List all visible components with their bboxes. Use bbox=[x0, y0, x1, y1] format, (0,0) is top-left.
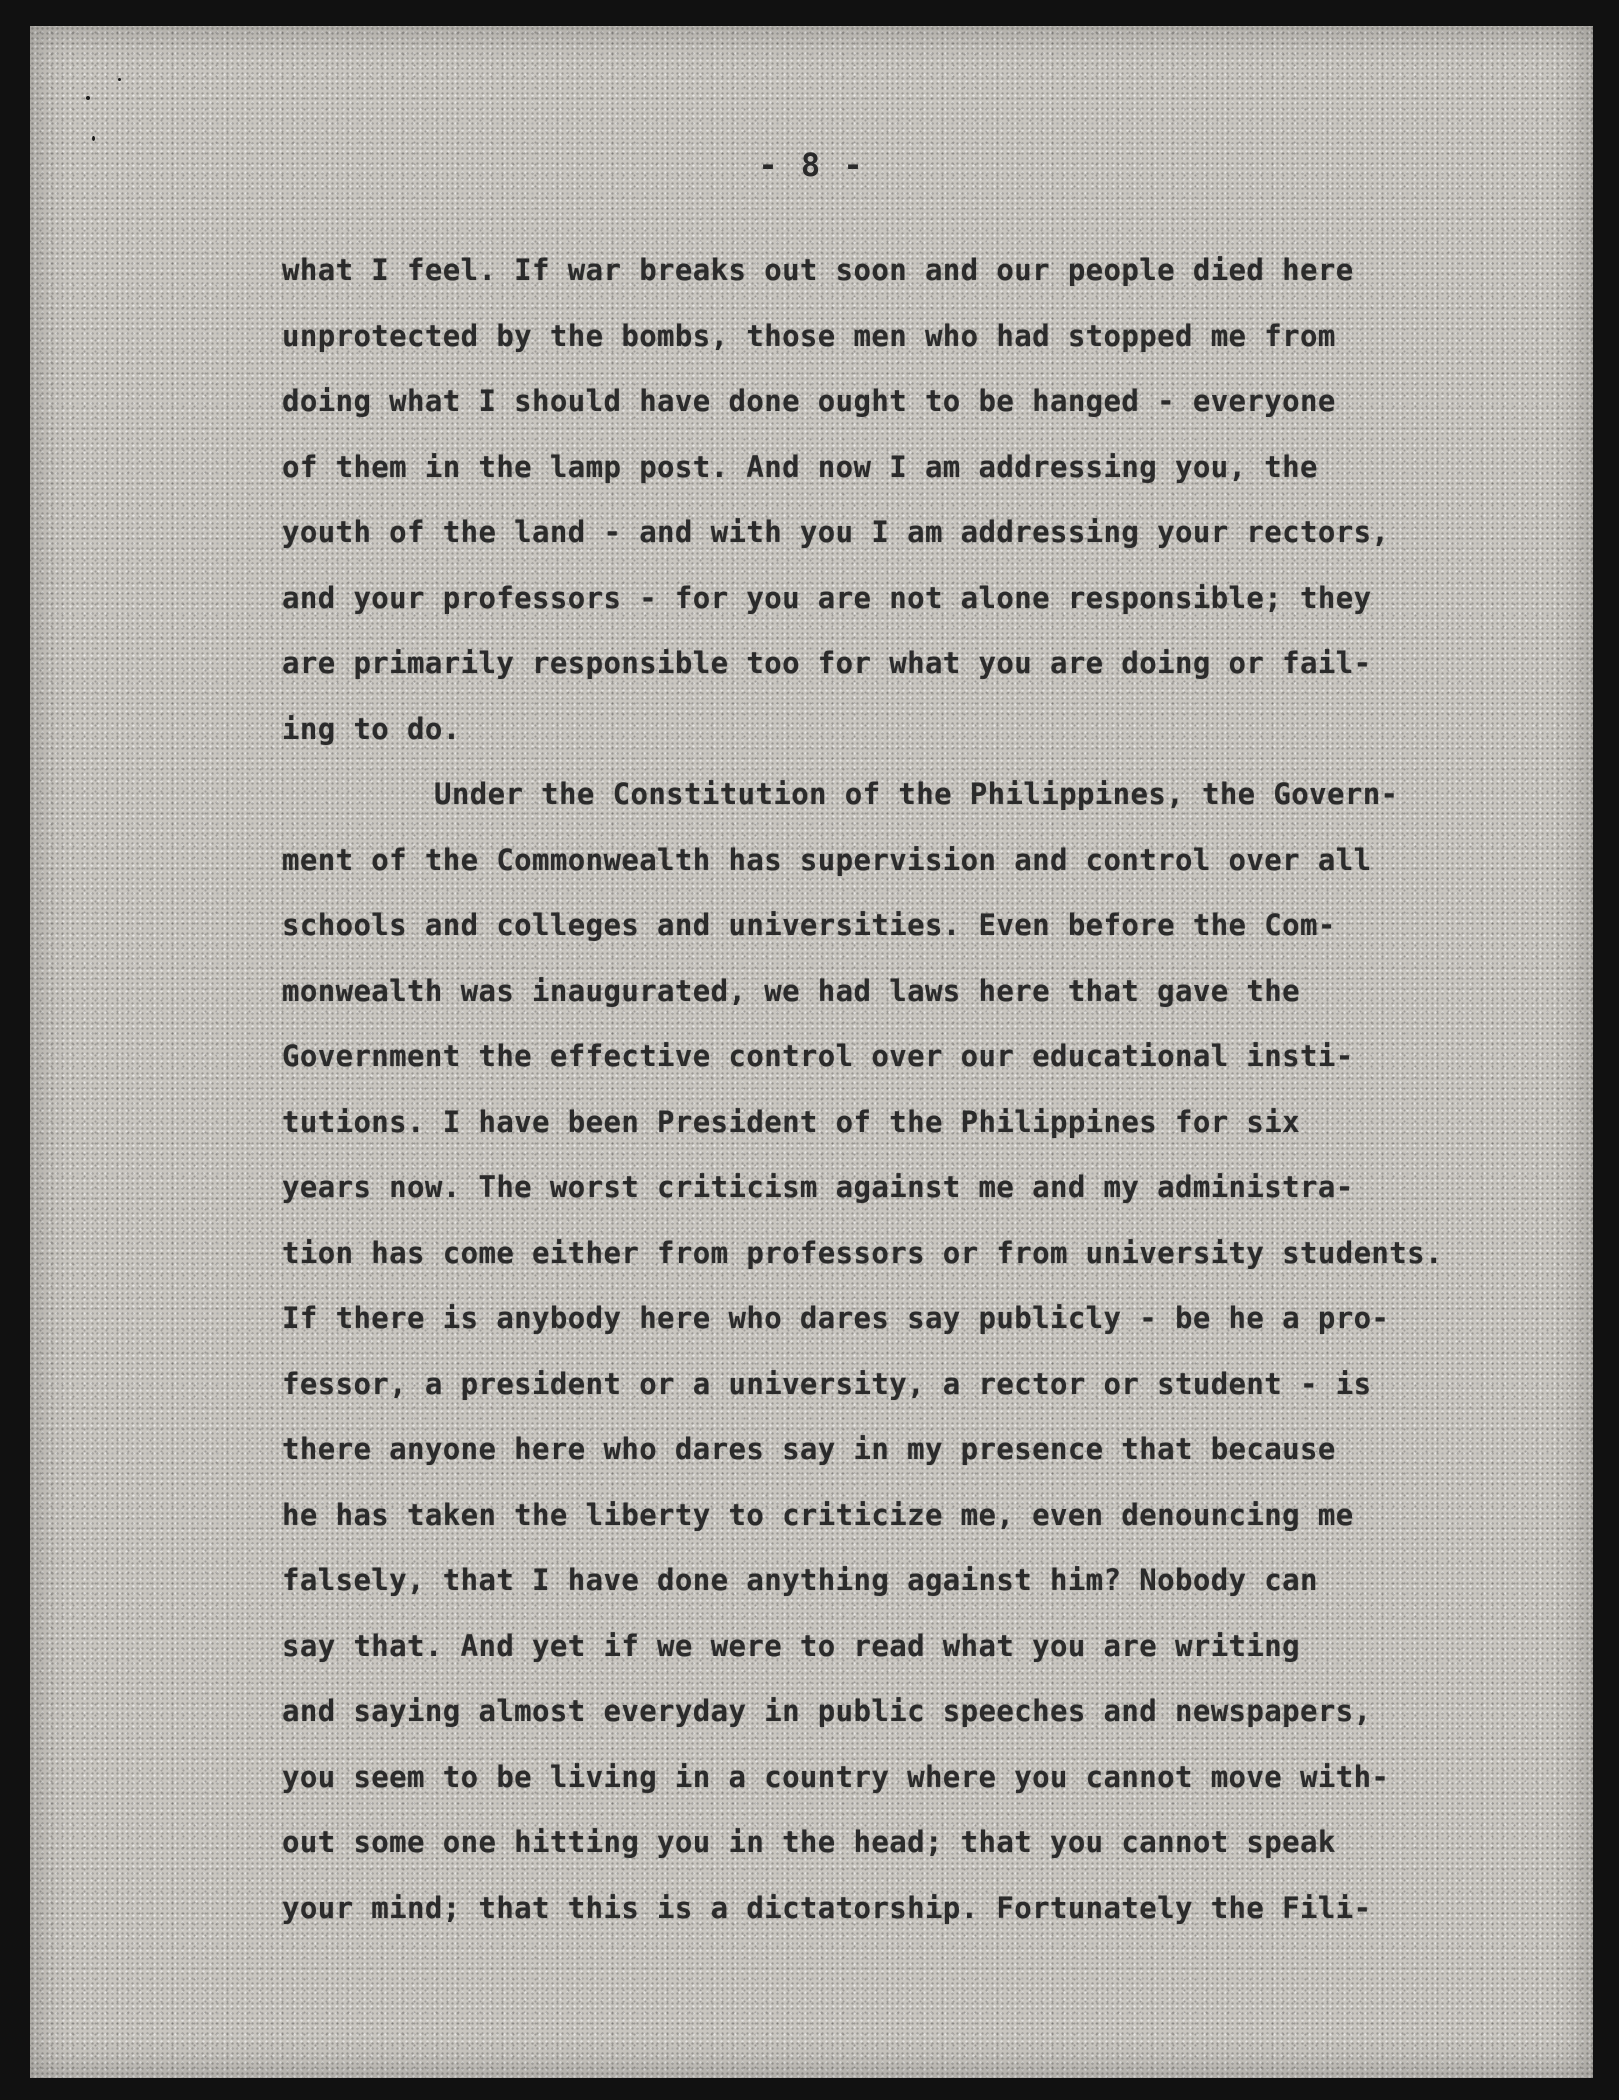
text-line: If there is anybody here who dares say publicly - be he a pro- bbox=[282, 1301, 1390, 1335]
ink-speck bbox=[118, 78, 121, 81]
document-page bbox=[30, 26, 1593, 2078]
text-line: out some one hitting you in the head; that you cannot speak bbox=[282, 1825, 1336, 1859]
text-line: fessor, a president or a university, a rector or student - is bbox=[282, 1366, 1372, 1401]
text-line: monwealth was inaugurated, we had laws here that gave the bbox=[282, 973, 1300, 1008]
text-line: years now. The worst criticism against me and my administra- bbox=[282, 1170, 1354, 1204]
text-line: of them in the lamp post. And now I am addressing you, the bbox=[282, 449, 1318, 484]
text-line: what I feel. If war breaks out soon and our people died here bbox=[282, 253, 1354, 287]
ink-speck bbox=[92, 136, 95, 141]
text-line: say that. And yet if we were to read what you are writing bbox=[282, 1628, 1300, 1663]
text-line: Government the effective control over our educational insti- bbox=[282, 1039, 1354, 1073]
ink-speck bbox=[86, 96, 90, 100]
text-line: he has taken the liberty to criticize me, even denouncing me bbox=[282, 1497, 1354, 1532]
text-line: falsely, that I have done anything against him? Nobody can bbox=[282, 1563, 1318, 1597]
text-line: are primarily responsible too for what you are doing or fail- bbox=[282, 646, 1372, 680]
text-line: tion has come either from professors or from university students. bbox=[282, 1235, 1443, 1270]
text-line: schools and colleges and universities. Even before the Com- bbox=[282, 908, 1336, 942]
typed-text-body bbox=[282, 238, 1582, 1941]
text-line: ing to do. bbox=[282, 711, 461, 746]
text-line: unprotected by the bombs, those men who had stopped me from bbox=[282, 318, 1336, 353]
text-line: doing what I should have done ought to be hanged - everyone bbox=[282, 384, 1336, 418]
text-line: and your professors - for you are not alone responsible; they bbox=[282, 580, 1372, 615]
paragraph-start-line: Under the Constitution of the Philippines, the Govern- bbox=[434, 777, 1399, 811]
text-line: you seem to be living in a country where you cannot move with- bbox=[282, 1759, 1390, 1794]
text-line: and saying almost everyday in public speeches and newspapers, bbox=[282, 1694, 1372, 1728]
text-line: your mind; that this is a dictatorship. Fortunately the Fili- bbox=[282, 1890, 1372, 1925]
text-line: tutions. I have been President of the Philippines for six bbox=[282, 1104, 1300, 1139]
page-number: - 8 - bbox=[758, 146, 865, 184]
text-line: ment of the Commonwealth has supervision and control over all bbox=[282, 842, 1372, 877]
text-line: youth of the land - and with you I am addressing your rectors, bbox=[282, 515, 1390, 549]
text-line: there anyone here who dares say in my presence that because bbox=[282, 1432, 1336, 1466]
